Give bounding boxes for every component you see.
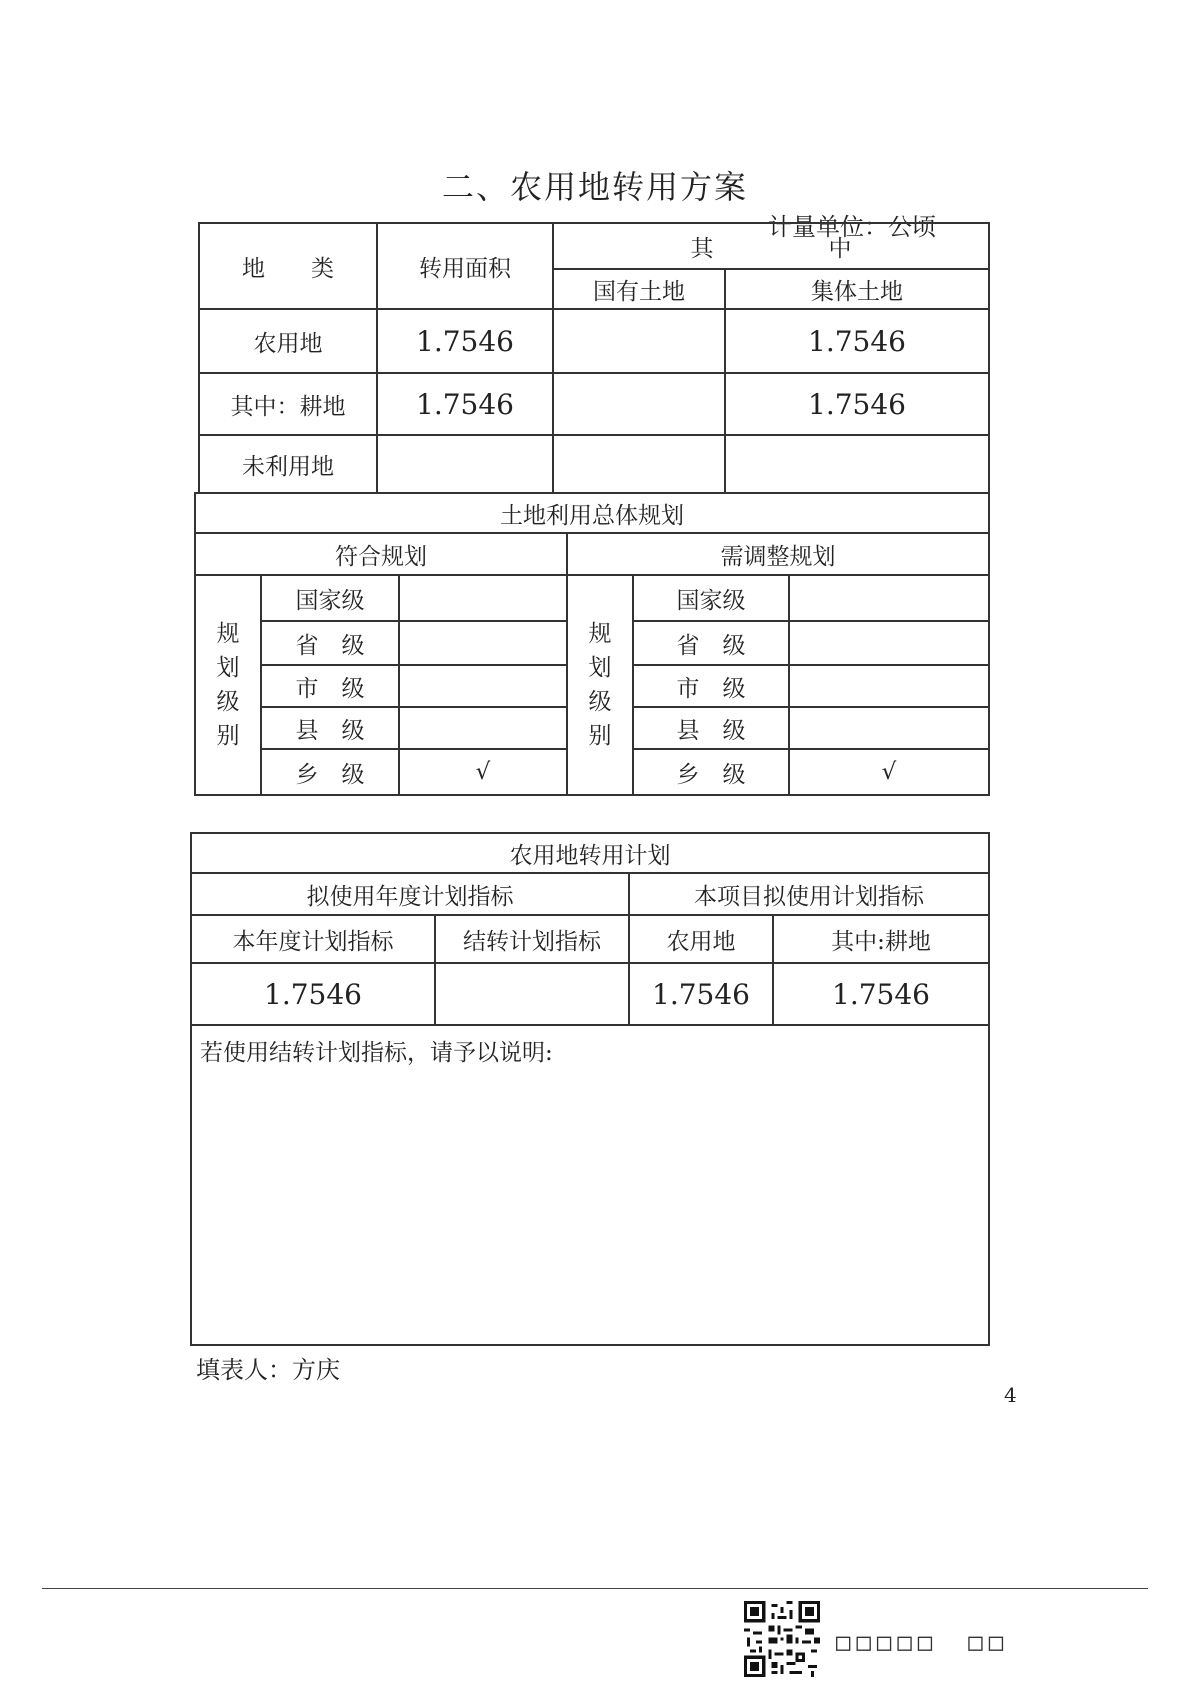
row-label: 未利用地 (199, 435, 377, 493)
level-conform-value (399, 665, 567, 707)
carryover-header: 结转计划指标 (435, 915, 629, 963)
level-conform-value: √ (399, 749, 567, 795)
level-adjust-value (789, 621, 989, 665)
level-adjust-value (789, 665, 989, 707)
level-name: 市 级 (633, 665, 789, 707)
header-state-land: 国有土地 (553, 269, 725, 309)
this-year-value: 1.7546 (191, 963, 435, 1025)
header-among: 其 中 (553, 223, 989, 269)
header-land-type: 地 类 (199, 223, 377, 309)
page-title: 二、农用地转用方案 (441, 168, 748, 206)
planning-table (194, 492, 990, 796)
row-collective: 1.7546 (725, 373, 989, 435)
this-year-header: 本年度计划指标 (191, 915, 435, 963)
plan-level-label: 规 划 级 别 (567, 575, 633, 795)
level-adjust-value (789, 707, 989, 749)
level-name: 乡 级 (261, 749, 399, 795)
cultivated-header: 其中:耕地 (773, 915, 989, 963)
level-adjust-value: √ (789, 749, 989, 795)
row-state (553, 373, 725, 435)
conform-plan-header: 符合规划 (195, 533, 567, 575)
land-type-table (198, 222, 990, 494)
level-name: 市 级 (261, 665, 399, 707)
level-name: 省 级 (633, 621, 789, 665)
unit-label: 计量单位：公顷 (768, 213, 936, 241)
level-name: 乡 级 (633, 749, 789, 795)
row-state (553, 309, 725, 373)
row-collective: 1.7546 (725, 309, 989, 373)
cultivated-value: 1.7546 (773, 963, 989, 1025)
level-name: 国家级 (261, 575, 399, 621)
row-label: 其中：耕地 (199, 373, 377, 435)
level-conform-value (399, 575, 567, 621)
qr-code-icon (744, 1601, 820, 1677)
level-name: 县 级 (261, 707, 399, 749)
row-area: 1.7546 (377, 373, 553, 435)
farmland-value: 1.7546 (629, 963, 773, 1025)
row-area: 1.7546 (377, 309, 553, 373)
conversion-plan-header: 农用地转用计划 (191, 833, 989, 873)
carryover-explanation: 若使用结转计划指标，请予以说明: (191, 1025, 989, 1345)
header-collective-land: 集体土地 (725, 269, 989, 309)
level-conform-value (399, 707, 567, 749)
footer-divider (42, 1588, 1148, 1589)
row-collective (725, 435, 989, 493)
level-name: 省 级 (261, 621, 399, 665)
footer-placeholder-text: □□□□□ □□ (836, 1628, 1010, 1656)
level-name: 国家级 (633, 575, 789, 621)
row-area (377, 435, 553, 493)
project-index-header: 本项目拟使用计划指标 (629, 873, 989, 915)
row-state (553, 435, 725, 493)
level-conform-value (399, 621, 567, 665)
adjust-plan-header: 需调整规划 (567, 533, 989, 575)
conversion-plan-table (190, 832, 990, 1346)
page-number: 4 (1004, 1383, 1017, 1407)
overall-plan-header: 土地利用总体规划 (195, 493, 989, 533)
form-filler: 填表人：方庆 (196, 1356, 340, 1384)
farmland-header: 农用地 (629, 915, 773, 963)
level-adjust-value (789, 575, 989, 621)
header-converted-area: 转用面积 (377, 223, 553, 309)
level-name: 县 级 (633, 707, 789, 749)
annual-index-header: 拟使用年度计划指标 (191, 873, 629, 915)
plan-level-label: 规 划 级 别 (195, 575, 261, 795)
row-label: 农用地 (199, 309, 377, 373)
carryover-value (435, 963, 629, 1025)
